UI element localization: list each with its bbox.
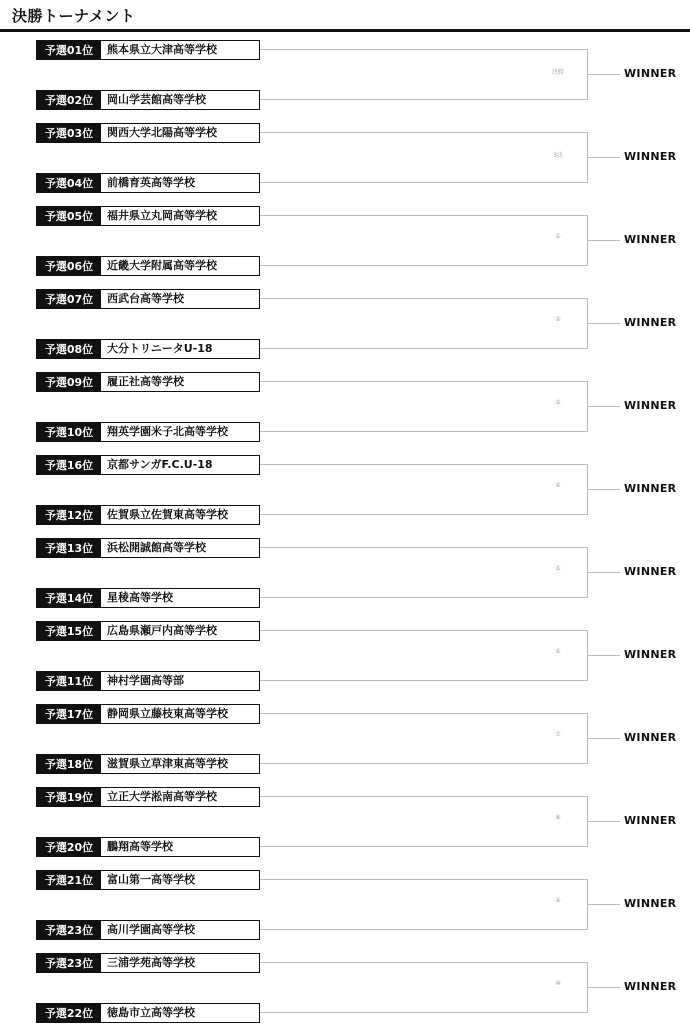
team-slot[interactable] <box>36 837 260 857</box>
bracket-line <box>587 821 620 822</box>
match-label: ⑦ <box>555 731 561 738</box>
match-label: ④ <box>555 482 561 489</box>
bracket-match <box>0 455 690 525</box>
match-label: ⑤ <box>555 565 561 572</box>
school-name: 大分トリニータU-18 <box>107 342 213 355</box>
bracket-match <box>0 538 690 608</box>
team-slot[interactable] <box>36 953 260 973</box>
bracket-line <box>260 49 587 50</box>
winner-label: WINNER <box>624 980 677 993</box>
team-slot[interactable] <box>36 754 260 774</box>
school-name: 浜松開誠館高等学校 <box>107 541 206 554</box>
bracket-line <box>260 132 587 133</box>
seed-badge: 予選07位 <box>37 290 101 308</box>
seed-badge: 予選11位 <box>37 672 101 690</box>
team-slot[interactable] <box>36 40 260 60</box>
bracket-line <box>260 514 587 515</box>
team-slot[interactable] <box>36 173 260 193</box>
team-slot[interactable] <box>36 920 260 940</box>
winner-label: WINNER <box>624 897 677 910</box>
bracket-match <box>0 787 690 857</box>
page-title: 決勝トーナメント <box>12 7 136 25</box>
school-name: 広島県瀬戸内高等学校 <box>107 624 217 637</box>
school-name: 岡山学芸館高等学校 <box>107 93 206 106</box>
school-name: 佐賀県立佐賀東高等学校 <box>107 508 228 521</box>
winner-label: WINNER <box>624 316 677 329</box>
team-slot[interactable] <box>36 621 260 641</box>
winner-label: WINNER <box>624 482 677 495</box>
bracket-line <box>260 431 587 432</box>
bracket-line <box>260 763 587 764</box>
seed-badge: 予選15位 <box>37 622 101 640</box>
bracket-line <box>260 547 587 548</box>
team-slot[interactable] <box>36 671 260 691</box>
seed-badge: 予選23位 <box>37 921 101 939</box>
school-name: 履正社高等学校 <box>107 375 184 388</box>
winner-label: WINNER <box>624 814 677 827</box>
bracket-line <box>587 406 620 407</box>
bracket-match <box>0 40 690 110</box>
seed-badge: 予選12位 <box>37 506 101 524</box>
bracket-line <box>260 381 587 382</box>
seed-badge: 予選02位 <box>37 91 101 109</box>
winner-label: WINNER <box>624 233 677 246</box>
bracket-line <box>260 99 587 100</box>
bracket-line <box>587 655 620 656</box>
school-name: 熊本県立大津高等学校 <box>107 43 217 56</box>
seed-badge: 予選16位 <box>37 456 101 474</box>
seed-badge: 予選14位 <box>37 589 101 607</box>
bracket-line <box>260 680 587 681</box>
seed-badge: 予選05位 <box>37 207 101 225</box>
team-slot[interactable] <box>36 422 260 442</box>
school-name: 神村学園高等部 <box>107 674 184 687</box>
bracket-line <box>260 464 587 465</box>
team-slot[interactable] <box>36 372 260 392</box>
bracket-line <box>260 597 587 598</box>
winner-label: WINNER <box>624 648 677 661</box>
team-slot[interactable] <box>36 289 260 309</box>
school-name: 翔英学園米子北高等学校 <box>107 425 228 438</box>
team-slot[interactable] <box>36 538 260 558</box>
team-slot[interactable] <box>36 1003 260 1023</box>
match-label: 3決 <box>553 152 563 159</box>
winner-label: WINNER <box>624 399 677 412</box>
bracket-line <box>587 904 620 905</box>
match-label: ⑨ <box>555 897 561 904</box>
team-slot[interactable] <box>36 870 260 890</box>
seed-badge: 予選20位 <box>37 838 101 856</box>
match-label: ⑩ <box>555 980 561 987</box>
match-label: ② <box>555 316 561 323</box>
seed-badge: 予選19位 <box>37 788 101 806</box>
school-name: 滋賀県立草津東高等学校 <box>107 757 228 770</box>
seed-badge: 予選04位 <box>37 174 101 192</box>
school-name: 高川学園高等学校 <box>107 923 195 936</box>
team-slot[interactable] <box>36 704 260 724</box>
bracket-match <box>0 289 690 359</box>
team-slot[interactable] <box>36 123 260 143</box>
seed-badge: 予選01位 <box>37 41 101 59</box>
seed-badge: 予選08位 <box>37 340 101 358</box>
school-name: 立正大学淞南高等学校 <box>107 790 217 803</box>
bracket-line <box>587 74 620 75</box>
bracket-line <box>260 265 587 266</box>
team-slot[interactable] <box>36 90 260 110</box>
match-label: ③ <box>555 399 561 406</box>
team-slot[interactable] <box>36 206 260 226</box>
bracket-line <box>260 298 587 299</box>
winner-label: WINNER <box>624 731 677 744</box>
bracket-line <box>587 323 620 324</box>
bracket-line <box>260 713 587 714</box>
bracket-line <box>260 796 587 797</box>
school-name: 徳島市立高等学校 <box>107 1006 195 1019</box>
bracket-match <box>0 123 690 193</box>
seed-badge: 予選21位 <box>37 871 101 889</box>
bracket-match <box>0 621 690 691</box>
match-label: 決勝 <box>551 69 564 76</box>
bracket-match <box>0 870 690 940</box>
seed-badge: 予選10位 <box>37 423 101 441</box>
school-name: 三浦学苑高等学校 <box>107 956 195 969</box>
bracket-match <box>0 704 690 774</box>
winner-label: WINNER <box>624 67 677 80</box>
team-slot[interactable] <box>36 787 260 807</box>
bracket-line <box>260 630 587 631</box>
school-name: 星稜高等学校 <box>107 591 173 604</box>
bracket-line <box>587 987 620 988</box>
team-slot[interactable] <box>36 339 260 359</box>
bracket-line <box>587 738 620 739</box>
bracket-line <box>587 157 620 158</box>
seed-badge: 予選03位 <box>37 124 101 142</box>
match-label: ⑥ <box>555 648 561 655</box>
team-slot[interactable] <box>36 588 260 608</box>
bracket-match <box>0 953 690 1023</box>
school-name: 京都サンガF.C.U-18 <box>107 458 213 471</box>
bracket-line <box>587 489 620 490</box>
bracket-line <box>260 182 587 183</box>
bracket-line <box>587 240 620 241</box>
bracket-match <box>0 372 690 442</box>
winner-label: WINNER <box>624 150 677 163</box>
bracket-line <box>260 879 587 880</box>
school-name: 前橋育英高等学校 <box>107 176 195 189</box>
bracket-line <box>260 846 587 847</box>
school-name: 近畿大学附属高等学校 <box>107 259 217 272</box>
seed-badge: 予選18位 <box>37 755 101 773</box>
bracket-line <box>587 572 620 573</box>
match-label: ⑧ <box>555 814 561 821</box>
bracket-match <box>0 206 690 276</box>
seed-badge: 予選09位 <box>37 373 101 391</box>
school-name: 静岡県立藤枝東高等学校 <box>107 707 228 720</box>
seed-badge: 予選13位 <box>37 539 101 557</box>
school-name: 富山第一高等学校 <box>107 873 195 886</box>
seed-badge: 予選23位 <box>37 954 101 972</box>
bracket-line <box>260 962 587 963</box>
school-name: 西武台高等学校 <box>107 292 184 305</box>
winner-label: WINNER <box>624 565 677 578</box>
team-slot[interactable] <box>36 256 260 276</box>
team-slot[interactable] <box>36 505 260 525</box>
bracket-line <box>260 929 587 930</box>
bracket-line <box>260 1012 587 1013</box>
match-label: ① <box>555 233 561 240</box>
school-name: 福井県立丸岡高等学校 <box>107 209 217 222</box>
team-slot[interactable] <box>36 455 260 475</box>
bracket-line <box>260 348 587 349</box>
bracket-line <box>260 215 587 216</box>
school-name: 関西大学北陽高等学校 <box>107 126 217 139</box>
seed-badge: 予選22位 <box>37 1004 101 1022</box>
school-name: 鵬翔高等学校 <box>107 840 173 853</box>
seed-badge: 予選06位 <box>37 257 101 275</box>
seed-badge: 予選17位 <box>37 705 101 723</box>
